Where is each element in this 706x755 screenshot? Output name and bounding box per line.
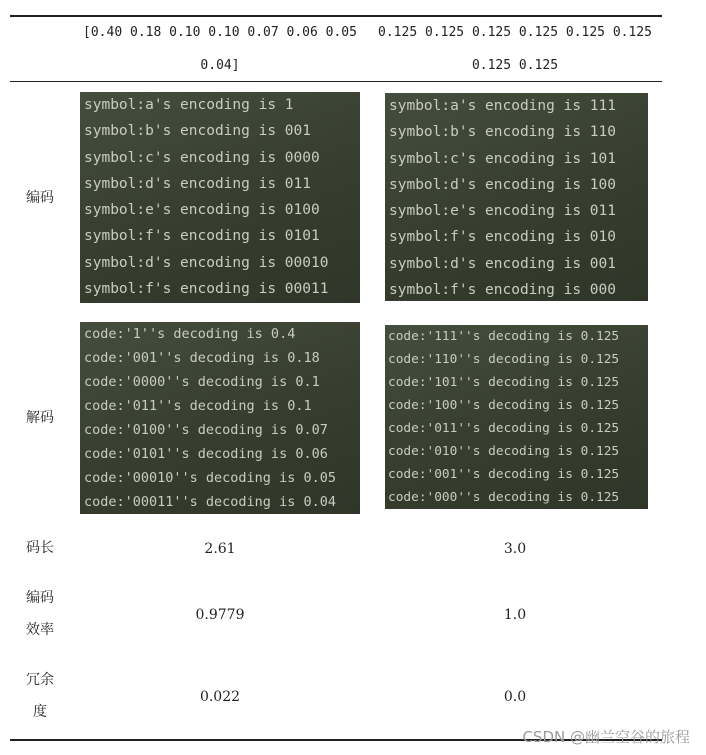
decoding-line: code:'00010''s decoding is 0.05 bbox=[84, 470, 336, 486]
row-label-length: 码长 bbox=[26, 540, 54, 556]
watermark: CSDN @幽兰空谷的旅程 bbox=[522, 728, 690, 746]
encoding-line: symbol:f's encoding is 010 bbox=[389, 229, 616, 246]
decoding-screenshot-1 bbox=[80, 322, 360, 514]
encoding-line: symbol:e's encoding is 0100 bbox=[84, 202, 320, 219]
header-line: 0.125 0.125 bbox=[471, 58, 559, 73]
header-line: [0.40 0.18 0.10 0.10 0.07 0.06 0.05 bbox=[83, 25, 357, 40]
decoding-line: code:'00011''s decoding is 0.04 bbox=[84, 494, 336, 510]
header-line: 0.04] bbox=[200, 58, 240, 73]
encoding-screenshot-2 bbox=[385, 93, 648, 301]
encoding-line: symbol:f's encoding is 0101 bbox=[84, 228, 320, 245]
decoding-line: code:'001''s decoding is 0.125 bbox=[388, 467, 620, 482]
encoding-line: symbol:c's encoding is 101 bbox=[389, 150, 616, 167]
code-length-value-1: 2.61 bbox=[204, 541, 236, 557]
decoding-line: code:'111''s decoding is 0.125 bbox=[388, 329, 620, 344]
row-label-decode: 解码 bbox=[26, 410, 54, 426]
encoding-line: symbol:c's encoding is 0000 bbox=[84, 149, 320, 166]
header-probabilities-2 bbox=[375, 16, 655, 82]
encoding-line: symbol:b's encoding is 110 bbox=[389, 124, 616, 141]
decoding-line: code:'101''s decoding is 0.125 bbox=[388, 375, 620, 390]
encoding-line: symbol:d's encoding is 011 bbox=[84, 175, 311, 192]
efficiency-value-2: 1.0 bbox=[503, 607, 527, 623]
decoding-line: code:'011''s decoding is 0.1 bbox=[84, 398, 312, 414]
efficiency-value-1: 0.9779 bbox=[195, 607, 245, 623]
decoding-line: code:'000''s decoding is 0.125 bbox=[388, 490, 620, 505]
header-line: 0.125 0.125 0.125 0.125 0.125 0.125 bbox=[378, 25, 652, 40]
label-line: 冗余 bbox=[26, 672, 54, 688]
encoding-line: symbol:e's encoding is 011 bbox=[389, 203, 616, 220]
redundancy-value-1: 0.022 bbox=[199, 689, 241, 705]
encoding-line: symbol:d's encoding is 001 bbox=[389, 255, 616, 272]
label-line: 编码 bbox=[26, 590, 54, 606]
decoding-line: code:'0000''s decoding is 0.1 bbox=[84, 374, 320, 390]
encoding-line: symbol:f's encoding is 00011 bbox=[84, 281, 329, 298]
decoding-line: code:'1''s decoding is 0.4 bbox=[84, 326, 296, 342]
row-label-redundancy bbox=[10, 664, 70, 728]
encoding-line: symbol:a's encoding is 1 bbox=[84, 97, 294, 113]
encoding-line: symbol:b's encoding is 001 bbox=[84, 123, 311, 140]
decoding-line: code:'0100''s decoding is 0.07 bbox=[84, 422, 328, 438]
label-line: 度 bbox=[33, 704, 47, 720]
decoding-line: code:'100''s decoding is 0.125 bbox=[388, 398, 620, 413]
decoding-line: code:'110''s decoding is 0.125 bbox=[388, 352, 620, 367]
encoding-line: symbol:f's encoding is 000 bbox=[389, 282, 616, 299]
label-line: 效率 bbox=[26, 622, 54, 638]
encoding-line: symbol:a's encoding is 111 bbox=[389, 98, 616, 114]
encoding-screenshot-1 bbox=[80, 92, 360, 303]
encoding-line: symbol:d's encoding is 100 bbox=[389, 176, 616, 193]
decoding-line: code:'010''s decoding is 0.125 bbox=[388, 444, 620, 459]
row-label-encode: 编码 bbox=[26, 190, 54, 206]
redundancy-value-2: 0.0 bbox=[503, 689, 527, 705]
header-probabilities-1 bbox=[80, 16, 360, 82]
code-length-value-2: 3.0 bbox=[503, 541, 527, 557]
decoding-screenshot-2 bbox=[385, 325, 648, 509]
decoding-line: code:'001''s decoding is 0.18 bbox=[84, 350, 320, 366]
decoding-line: code:'0101''s decoding is 0.06 bbox=[84, 446, 328, 462]
encoding-line: symbol:d's encoding is 00010 bbox=[84, 254, 329, 271]
decoding-line: code:'011''s decoding is 0.125 bbox=[388, 421, 620, 436]
table-header-rule bbox=[10, 81, 662, 82]
row-label-efficiency bbox=[10, 582, 70, 646]
